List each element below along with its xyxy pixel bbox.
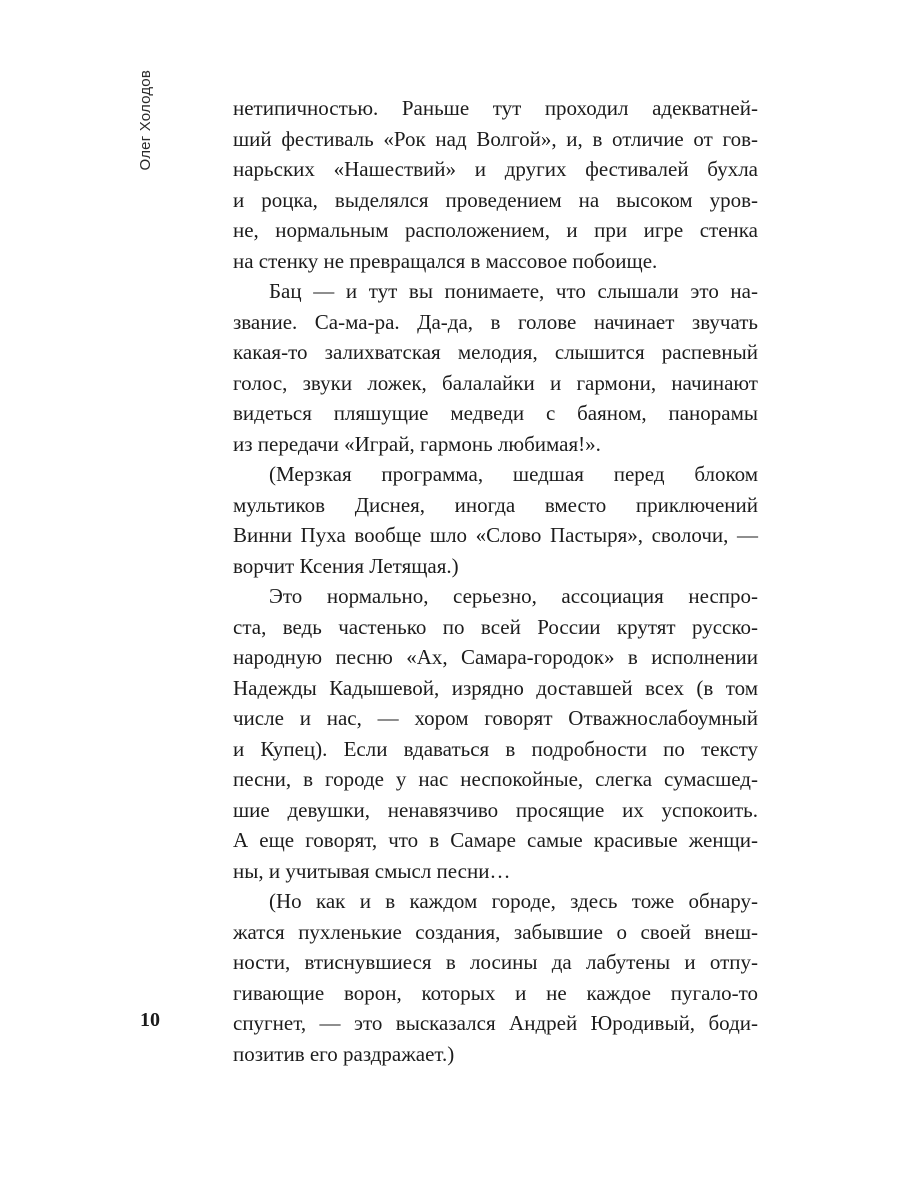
text-line: ворчит Ксения Летящая.) [233,553,459,578]
text-line: Бац — и тут вы понимаете, что слышали это на- [269,279,758,303]
text-line: нетипичностью. Раньше тут проходил адекватней- [233,96,758,120]
text-line: Винни Пуха вообще шло «Слово Пастыря», сволочи, — [233,523,758,547]
text-line: голос, звуки ложек, балалайки и гармони, начинают [233,370,758,395]
running-head-author: Олег Холодов [137,70,154,171]
text-line: мультиков Диснея, иногда вместо приключений [233,492,758,517]
page-number: 10 [140,1009,160,1031]
text-line: нарьских «Нашествий» и других фестивалей бухла [233,157,758,181]
text-line: на стенку не превращался в массовое побоище. [233,248,658,273]
text-line: ности, втиснувшиеся в лосины да лабутены и отпу- [233,950,758,974]
paragraph-3 [233,459,758,581]
text-line: (Мерзкая программа, шедшая перед блоком [269,462,758,486]
text-line: позитив его раздражает.) [233,1041,455,1066]
text-line: числе и нас, — хором говорят Отважнослабоумный [233,706,758,730]
text-line: народную песню «Ах, Самара-городок» в исполнении [233,645,758,669]
text-line: спугнет, — это высказался Андрей Юродивый, боди- [233,1011,758,1035]
text-line: звание. Са-ма-ра. Да-да, в голове начинает звучать [233,309,758,334]
text-line: Надежды Кадышевой, изрядно доставшей всех (в том [233,675,758,700]
text-line: жатся пухленькие создания, забывшие о своей внеш- [233,919,758,944]
text-line: ны, и учитывая смысл песни… [233,858,511,883]
text-line: ший фестиваль «Рок над Волгой», и, в отличие от гов- [233,126,758,151]
text-line: (Но как и в каждом городе, здесь тоже обнару- [269,889,758,913]
text-line: шие девушки, ненавязчиво просящие их успокоить. [233,797,758,822]
text-line: Это нормально, серьезно, ассоциация неспро- [269,584,758,608]
text-line: песни, в городе у нас неспокойные, слегка сумасшед- [233,767,758,791]
paragraph-1 [233,93,758,276]
text-line: ста, ведь частенько по всей России крутят русско- [233,614,758,639]
text-line: А еще говорят, что в Самаре самые красивые женщи- [233,828,758,852]
text-line: гивающие ворон, которых и не каждое пугало-то [233,980,758,1005]
text-line: из передачи «Играй, гармонь любимая!». [233,431,601,456]
text-line: не, нормальным расположением, и при игре стенка [233,218,758,242]
text-line: и Купец). Если вдаваться в подробности по тексту [233,736,758,761]
paragraph-4 [233,581,758,886]
text-line: и роцка, выделялся проведением на высоком уров- [233,187,758,212]
paragraph-2 [233,276,758,459]
paragraph-5 [233,886,758,1069]
text-line: какая-то залихватская мелодия, слышится распевный [233,340,758,364]
body-text [233,93,758,1069]
text-line: видеться пляшущие медведи с баяном, панорамы [233,401,758,425]
